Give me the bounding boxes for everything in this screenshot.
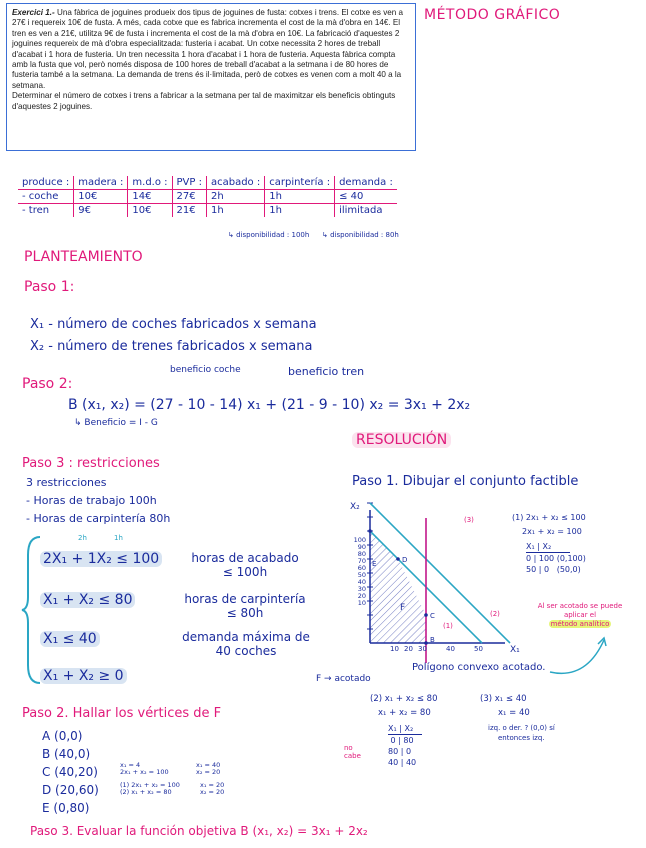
acabado-availability-note: ↳ disponibilidad : 100h	[228, 231, 310, 239]
paso1-label: Paso 1:	[24, 279, 75, 295]
data-table-wrap	[18, 176, 397, 217]
y-tick-label: 90	[357, 543, 366, 551]
table-header: produce :	[18, 176, 74, 190]
annotation-2h: 2h	[78, 534, 87, 542]
beneficio-tren-label: beneficio tren	[288, 365, 365, 378]
x2-definition: X₂ - número de trenes fabricados x semana	[30, 339, 313, 354]
eq2-table-row: 0 | 80	[390, 736, 414, 745]
resolucion-title	[352, 432, 451, 448]
horas-carpinteria: - Horas de carpintería 80h	[26, 512, 171, 525]
region-f-label: F	[400, 603, 406, 613]
y-tick-label: 20	[357, 592, 366, 600]
vertex-list	[42, 727, 99, 817]
d-sys-2: (2) x₁ + x₂ = 80	[120, 788, 172, 796]
cell: (0,100)	[556, 554, 586, 563]
eq2-table-head: X₁ | X₂	[388, 723, 422, 735]
d-res-1: x₁ = 20	[200, 781, 225, 789]
planteamiento-title: PLANTEAMIENTO	[24, 249, 143, 265]
eq1b: 2x₁ + x₂ = 100	[522, 527, 582, 536]
eq3c: izq. o der. ? (0,0) sí	[488, 724, 555, 732]
table-cell: 1h	[206, 204, 264, 218]
c-result	[196, 762, 220, 776]
table-header-row	[18, 176, 397, 190]
paso3-label: Paso 3 : restricciones	[22, 456, 160, 471]
table-cell: 9€	[74, 204, 128, 218]
table-cell: 14€	[128, 190, 172, 204]
y-tick-label: 40	[357, 578, 366, 586]
line-1-label: (1)	[443, 622, 453, 630]
y-tick-label: 30	[357, 585, 366, 593]
beneficio-note: ↳ Beneficio = I - G	[74, 418, 158, 428]
acotado-note-highlight: método analítico	[550, 620, 610, 628]
x-tick-label: 40	[446, 645, 455, 653]
x-tick-label: 10	[390, 645, 399, 653]
vertex-d-label: D	[402, 556, 408, 564]
table-cell: 2h	[206, 190, 264, 204]
vertex-c-dot	[424, 613, 428, 617]
eq3d: entonces izq.	[498, 734, 545, 742]
cell: (50,0)	[556, 565, 581, 574]
eq2-table	[388, 723, 422, 768]
vertex-d-dot	[396, 557, 400, 561]
table-cell: ilimitada	[339, 205, 383, 216]
x-tick-label: 30	[418, 645, 427, 653]
axis-y-label: X₂	[350, 502, 360, 512]
table-cell: 10€	[74, 190, 128, 204]
table-header: demanda :	[335, 176, 397, 190]
cell: 100	[538, 554, 555, 563]
vertex-c-label: C	[430, 612, 435, 620]
y-tick-label: 80	[357, 550, 366, 558]
table-cell: 1h	[265, 190, 335, 204]
table-cell: 10€	[128, 204, 172, 218]
resolucion-paso1: Paso 1. Dibujar el conjunto factible	[352, 474, 579, 489]
table-cell: 1h	[265, 204, 335, 218]
y-tick-labels	[348, 537, 366, 607]
restriction-1	[40, 551, 162, 567]
axis-x-label: X₁	[510, 645, 520, 655]
poligono-label: Polígono convexo acotado.	[412, 662, 546, 673]
vertex-d: D (20,60)	[42, 783, 99, 797]
c-sys-1: x₁ = 4	[120, 761, 141, 769]
eq2b: x₁ + x₂ = 80	[378, 708, 431, 718]
feasible-region-fill	[370, 531, 426, 643]
paso2-label: Paso 2:	[22, 376, 73, 392]
cell: 40	[405, 758, 417, 767]
table-row	[18, 190, 397, 204]
horas-trabajo: - Horas de trabajo 100h	[26, 494, 157, 507]
arrow-to-note	[546, 632, 616, 682]
vertex-a: A (0,0)	[42, 729, 83, 743]
vertex-e-dot	[368, 529, 372, 533]
cell: 0	[526, 554, 532, 563]
problem-text: Una fàbrica de joguines produeix dos tipus de joguines de fusta: cotxes i trens. El cotxe es ven a 27€ i requereix 10€ de fusta. A més, cada cotxe que es fabrica incrementa el cost de la mà d'obra en 14€. El tren es ven a 21€, utilitza 9€ de fusta i incrementa el cost de la mà d'obra en 10€. La fabricació d'aquestes 2 joguines requereix de mà d'obra especialitzada: fusteria i acabat. Un cotxe necessita 2 hores de treball d'acabat i 1 hora de fusteria. Un tren necessita 1 hora d'acabat i 1 hora de fusteria. Aquesta fàbrica compta amb la fusta que vol, però només disposa de 100 hores de treball d'acabat a la setmana i de 80 hores de fusteria també a la setmana. La demanda de trens és il·limitada, però de cotxes es venen com a molt 40 a la setmana.	[12, 8, 403, 90]
y-tick-label: 50	[357, 571, 366, 579]
eq1-table-row: 50 | 0 (50,0)	[526, 565, 581, 574]
restriction-4-text: X₁ + X₂ ≥ 0	[40, 668, 127, 684]
table-cell: - coche	[18, 190, 74, 204]
method-title: MÉTODO GRÁFICO	[424, 7, 561, 23]
eq2: (2) x₁ + x₂ ≤ 80	[370, 694, 438, 704]
paso2-vertices-title: Paso 2. Hallar los vértices de F	[22, 706, 222, 721]
restriction-1-label: horas de acabado ≤ 100h	[191, 551, 299, 579]
d-result	[200, 782, 224, 796]
eq1-head-x1: X₁	[526, 542, 535, 551]
eq2-table-row: 40 | 40	[388, 758, 417, 767]
eq1-head-x2: X₂	[542, 542, 552, 551]
table-cell: 21€	[172, 204, 206, 218]
line-2-label: (2)	[490, 610, 500, 618]
eq1-table-row: 0 | 100 (0,100)	[526, 554, 586, 563]
beneficio-equation: B (x₁, x₂) = (27 - 10 - 14) x₁ + (21 - 9 - 10) x₂ = 3x₁ + 2x₂	[68, 397, 471, 413]
f-acotado: F → acotado	[316, 674, 371, 684]
acotado-note	[534, 602, 626, 629]
beneficio-coche-label: beneficio coche	[170, 365, 241, 375]
restricciones-count: 3 restricciones	[26, 476, 107, 489]
table-header: madera :	[74, 176, 128, 190]
eq3b: x₁ = 40	[498, 708, 530, 718]
vertex-e-label: E	[372, 560, 377, 568]
eq1-table-head: X₁ | X₂	[526, 541, 570, 553]
y-tick-label: 60	[357, 564, 366, 572]
d-system	[120, 782, 180, 796]
restriction-3	[40, 631, 100, 647]
eq1: (1) 2x₁ + x₂ ≤ 100	[512, 513, 586, 522]
problem-statement-box	[6, 3, 416, 151]
restriction-2	[40, 592, 135, 608]
table-cell: ≤ 40	[335, 190, 397, 204]
c-sys-2: 2x₁ + x₂ = 100	[120, 768, 169, 776]
vertex-b: B (40,0)	[42, 747, 91, 761]
cell: 50	[526, 565, 537, 574]
table-row	[18, 204, 397, 218]
y-tick-label: 70	[357, 557, 366, 565]
eq2-table-row: 80 | 0	[388, 747, 412, 756]
vertex-b-label: B	[430, 636, 435, 644]
cell: 0	[543, 565, 550, 574]
annotation-1h: 1h	[114, 534, 123, 542]
cell: 80	[388, 747, 399, 756]
table-cell: - tren	[18, 204, 74, 218]
table-header: acabado :	[206, 176, 264, 190]
cell: 80	[403, 736, 414, 745]
restriction-3-label: demanda máxima de 40 coches	[182, 630, 310, 658]
vertex-c: C (40,20)	[42, 765, 98, 779]
c-res-1: x₁ = 40	[196, 761, 221, 769]
restriction-3-text: X₁ ≤ 40	[40, 631, 100, 647]
no-cabe-note: no cabe	[344, 744, 361, 760]
eq2-head-x1: X₁	[388, 724, 397, 733]
x1-definition: X₁ - número de coches fabricados x semana	[30, 317, 317, 332]
carpinteria-availability-note: ↳ disponibilidad : 80h	[322, 231, 399, 239]
restriction-2-text: X₁ + X₂ ≤ 80	[40, 592, 135, 608]
table-cell: 27€	[172, 190, 206, 204]
resolucion-title-text: RESOLUCIÓN	[352, 432, 451, 448]
vertex-e: E (0,80)	[42, 801, 90, 815]
acotado-note-text: Al ser acotado se puede aplicar el	[537, 602, 623, 619]
d-res-2: x₂ = 20	[200, 788, 225, 796]
x-tick-label: 20	[404, 645, 413, 653]
d-sys-1: (1) 2x₁ + x₂ = 100	[120, 781, 180, 789]
x-tick-label: 50	[474, 645, 483, 653]
problem-label: Exercici 1.-	[12, 8, 55, 17]
line-3-label: (3)	[464, 516, 474, 524]
cell: 40	[388, 758, 399, 767]
cell: 0	[405, 747, 412, 756]
eq3: (3) x₁ ≤ 40	[480, 694, 527, 704]
cell: 0	[390, 736, 396, 745]
restriction-1-text: 2X₁ + 1X₂ ≤ 100	[40, 551, 162, 567]
y-tick-label: 100	[353, 536, 366, 544]
data-table	[18, 176, 397, 217]
table-header: m.d.o :	[128, 176, 172, 190]
c-system	[120, 762, 169, 776]
c-res-2: x₂ = 20	[196, 768, 221, 776]
paso3-objective: Paso 3. Evaluar la función objetiva B (x₁, x₂) = 3x₁ + 2x₂	[30, 824, 368, 838]
table-header: carpintería :	[265, 176, 335, 190]
eq2-head-x2: X₂	[404, 724, 414, 733]
y-tick-label: 10	[357, 599, 366, 607]
problem-question: Determinar el número de cotxes i trens a fabricar a la setmana per tal de maximitzar els beneficis obtinguts d'aquestes 2 joguines.	[12, 91, 396, 111]
restriction-4	[40, 668, 127, 684]
restriction-2-label: horas de carpintería ≤ 80h	[184, 592, 306, 620]
eq1-table	[526, 541, 586, 575]
table-header: PVP :	[172, 176, 206, 190]
